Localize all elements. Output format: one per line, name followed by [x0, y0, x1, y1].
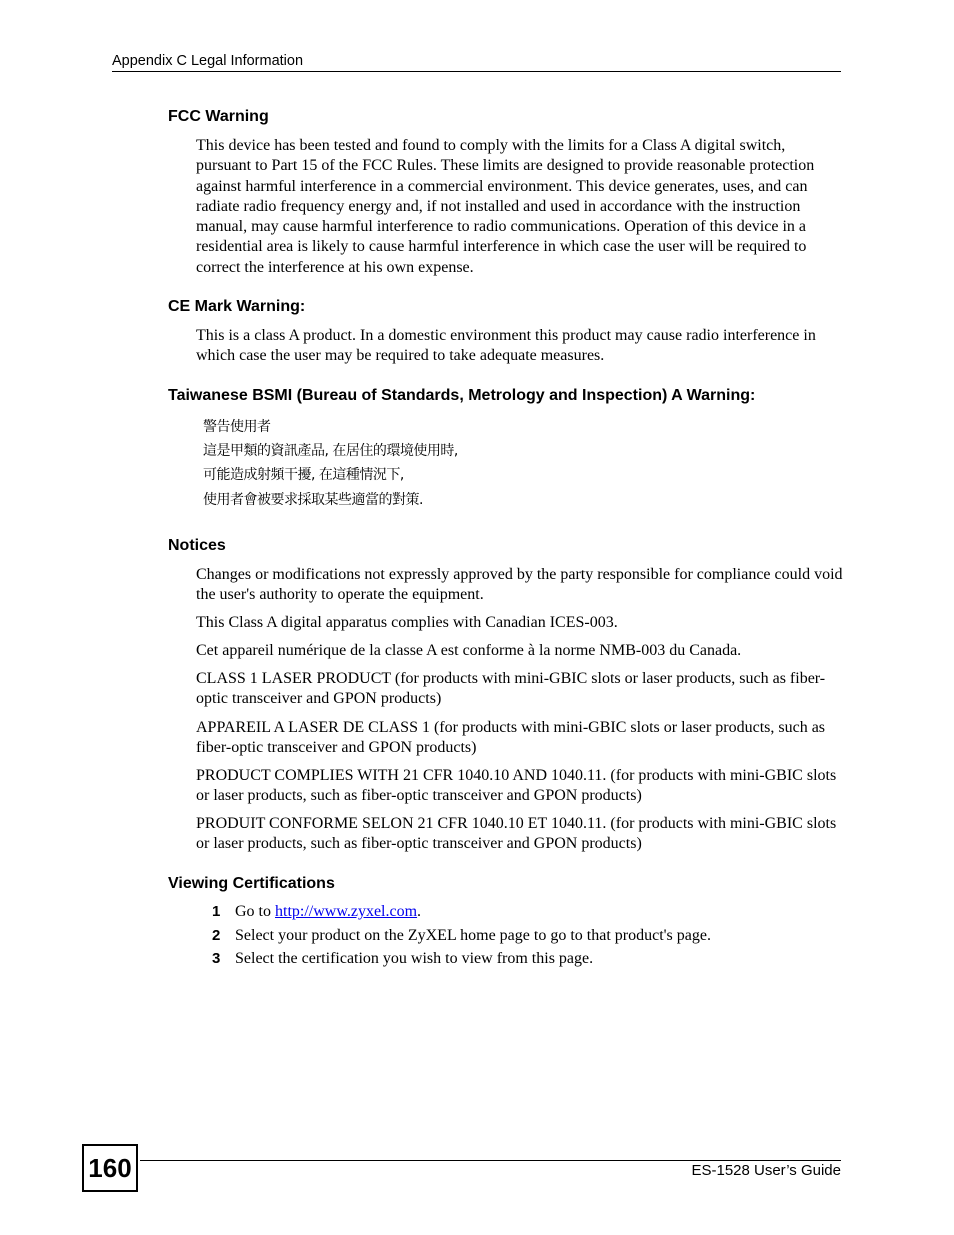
fcc-warning-text: This device has been tested and found to comply with the limits for a Class A digital switch, pursuant to Part 15 of the FCC Rules. These limits are designed to provide reasonable protection against harmful interference in a commercial environment. This device generates, uses, and can radiate radio frequency energy and, if not installed and used in accordance with the instruction manual, may cause harmful interference to radio communications. Operation of this device in a residential area is likely to cause harmful interference in which case the user will be required to correct the interference at his own expense.	[196, 137, 815, 276]
step-text: Select the certification you wish to view from this page.	[235, 950, 594, 967]
step-text: Select your product on the ZyXEL home page to go to that product's page.	[235, 927, 711, 944]
bsmi-chinese-warning-image	[196, 417, 490, 513]
zyxel-website-link[interactable]: http://www.zyxel.com	[275, 903, 418, 920]
notices-heading: Notices	[168, 537, 226, 554]
notice-paragraph: Cet appareil numérique de la classe A est conforme à la norme NMB-003 du Canada.	[196, 642, 742, 659]
bsmi-line: 警告使用者	[203, 419, 271, 435]
step-number: 3	[212, 950, 221, 967]
step-number: 1	[212, 903, 221, 920]
bsmi-warning-heading: Taiwanese BSMI (Bureau of Standards, Metrology and Inspection) A Warning:	[168, 387, 756, 404]
page-number: 160	[82, 1144, 138, 1192]
notice-paragraph: CLASS 1 LASER PRODUCT (for products with mini-GBIC slots or laser products, such as fiber-optic transceiver and GPON products)	[196, 670, 826, 708]
certifications-heading: Viewing Certifications	[168, 875, 335, 892]
fcc-warning-heading: FCC Warning	[168, 108, 269, 125]
step-text-prefix: Go to	[235, 903, 275, 920]
certification-step	[196, 901, 836, 923]
certification-step	[196, 948, 836, 970]
step-text-suffix: .	[417, 903, 422, 920]
bsmi-line: 可能造成射頻干擾, 在這種情況下,	[203, 467, 404, 483]
notice-paragraph: PRODUCT COMPLIES WITH 21 CFR 1040.10 AND 1040.11. (for products with mini-GBIC slots or laser products, such as fiber-optic transceiver and GPON products)	[196, 767, 837, 805]
header-section-title: Appendix C Legal Information	[112, 53, 304, 69]
certification-step	[196, 925, 836, 947]
page-header	[112, 51, 841, 72]
notice-paragraph: APPAREIL A LASER DE CLASS 1 (for products with mini-GBIC slots or laser products, such as fiber-optic transceiver and GPON products)	[196, 719, 826, 757]
step-number: 2	[212, 927, 221, 944]
notice-paragraph: PRODUIT CONFORME SELON 21 CFR 1040.10 ET 1040.11. (for products with mini-GBIC slots or laser products, such as fiber-optic transceiver and GPON products)	[196, 815, 837, 853]
notice-paragraph: This Class A digital apparatus complies with Canadian ICES-003.	[196, 614, 618, 631]
notice-paragraph: Changes or modifications not expressly approved by the party responsible for compliance could void the user's authority to operate the equipment.	[196, 566, 843, 604]
ce-mark-text: This is a class A product. In a domestic environment this product may cause radio interference in which case the user may be required to take adequate measures.	[196, 327, 816, 365]
ce-mark-heading: CE Mark Warning:	[168, 298, 306, 315]
bsmi-line: 這是甲類的資訊產品, 在居住的環境使用時,	[203, 443, 458, 459]
footer-guide-title: ES-1528 User’s Guide	[691, 1162, 841, 1179]
bsmi-line: 使用者會被要求採取某些適當的對策.	[203, 492, 423, 508]
